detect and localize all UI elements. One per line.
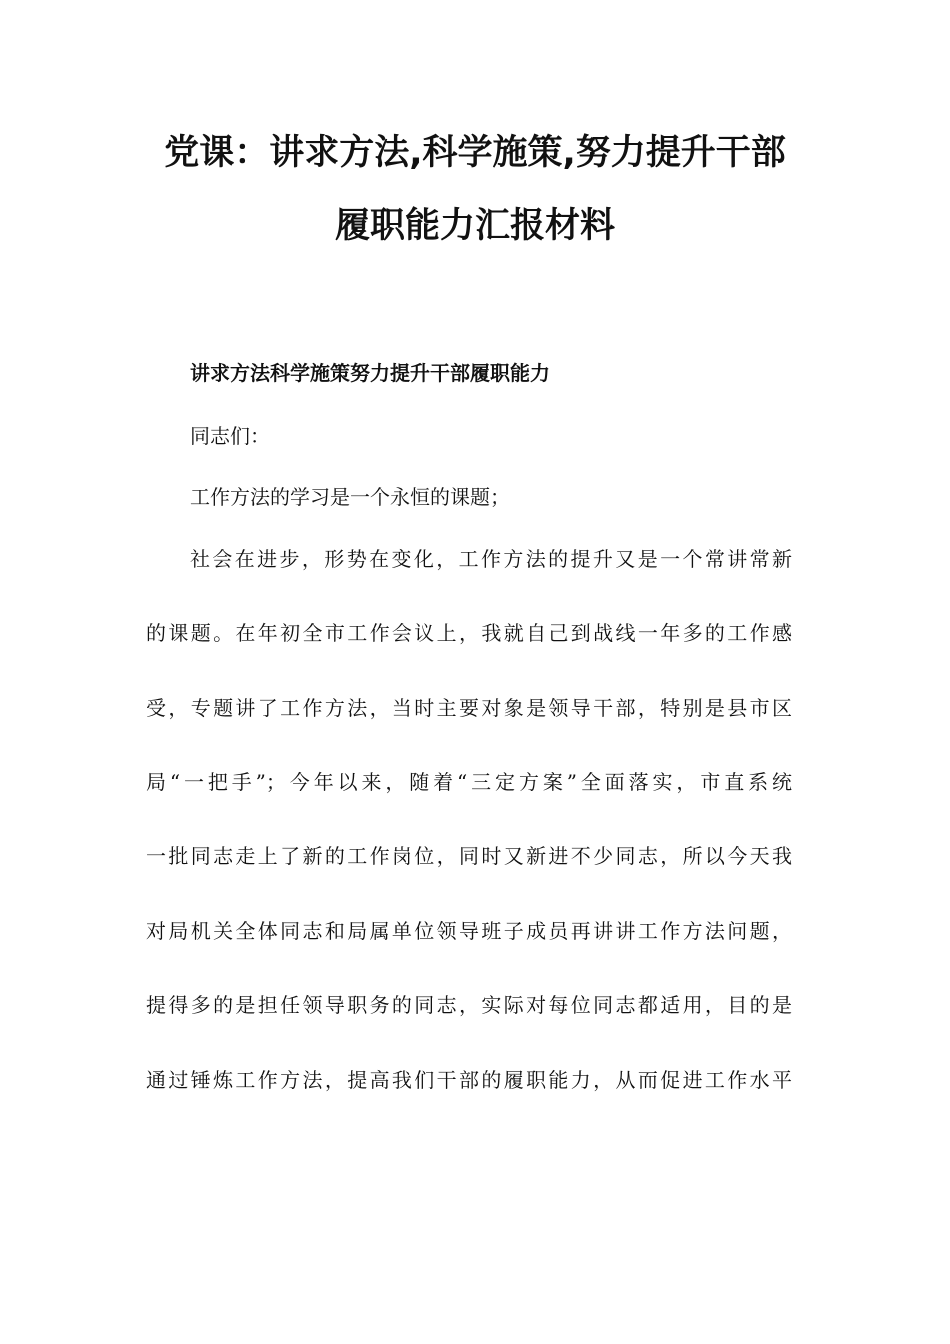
paragraph-1: 工作方法的学习是一个永恒的课题； [190,485,510,509]
paragraph-2-line-3: 受，专题讲了工作方法，当时主要对象是领导干部，特别是县市区 [146,696,792,720]
paragraph-2-line-2: 的课题。在年初全市工作会议上，我就自己到战线一年多的工作感 [146,621,792,645]
paragraph-2-line-6: 对局机关全体同志和局属单位领导班子成员再讲讲工作方法问题， [146,919,792,943]
paragraph-2-line-5: 一批同志走上了新的工作岗位，同时又新进不少同志，所以今天我 [146,844,792,868]
paragraph-2-line-1: 社会在进步，形势在变化，工作方法的提升又是一个常讲常新 [190,547,792,571]
document-title-line-1: 党课：讲求方法,科学施策,努力提升干部 [164,133,786,173]
salutation: 同志们： [190,424,270,448]
paragraph-2-line-4: 局“一把手”；今年以来，随着“三定方案”全面落实，市直系统 [146,770,792,794]
paragraph-2-line-7: 提得多的是担任领导职务的同志，实际对每位同志都适用，目的是 [146,993,792,1017]
document-title-line-2: 履职能力汇报材料 [334,206,615,246]
document-subheading: 讲求方法科学施策努力提升干部履职能力 [190,361,550,385]
paragraph-2-line-8: 通过锤炼工作方法，提高我们干部的履职能力，从而促进工作水平 [146,1068,792,1092]
